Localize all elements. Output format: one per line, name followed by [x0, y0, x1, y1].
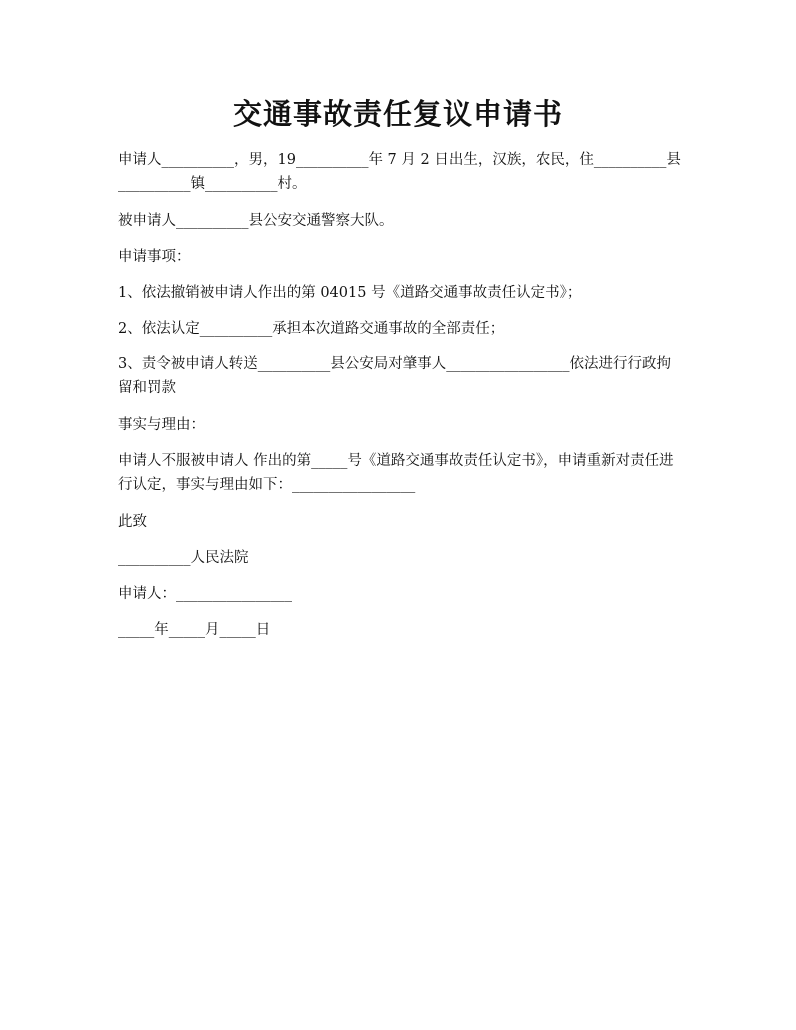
facts-reasons-heading: 事实与理由：	[118, 417, 205, 433]
request-item-3: 3、责令被申请人转送__________县公安局对肇事人_________________依法进行行政拘留和罚款	[118, 356, 671, 396]
request-item-1: 1、依法撤销被申请人作出的第 04015 号《道路交通事故责任认定书》；	[118, 285, 582, 301]
request-items-heading: 申请事项：	[118, 249, 191, 265]
closing-salutation: 此致	[118, 514, 147, 530]
applicant-info: 申请人__________，男，19__________年 7 月 2 日出生，汉族，农民，住__________县__________镇__________村。	[118, 152, 681, 192]
respondent-info: 被申请人__________县公安交通警察大队。	[118, 213, 394, 229]
applicant-signature: 申请人：________________	[118, 586, 292, 602]
document-title: 交通事故责任复议申请书	[232, 97, 563, 131]
addressee-court: __________人民法院	[118, 550, 249, 566]
facts-reasons-body: 申请人不服被申请人 作出的第_____号《道路交通事故责任认定书》，申请重新对责任进行认定，事实与理由如下：_________________	[118, 453, 674, 493]
date-line: _____年_____月_____日	[118, 622, 271, 638]
request-item-2: 2、依法认定__________承担本次道路交通事故的全部责任；	[118, 321, 505, 337]
